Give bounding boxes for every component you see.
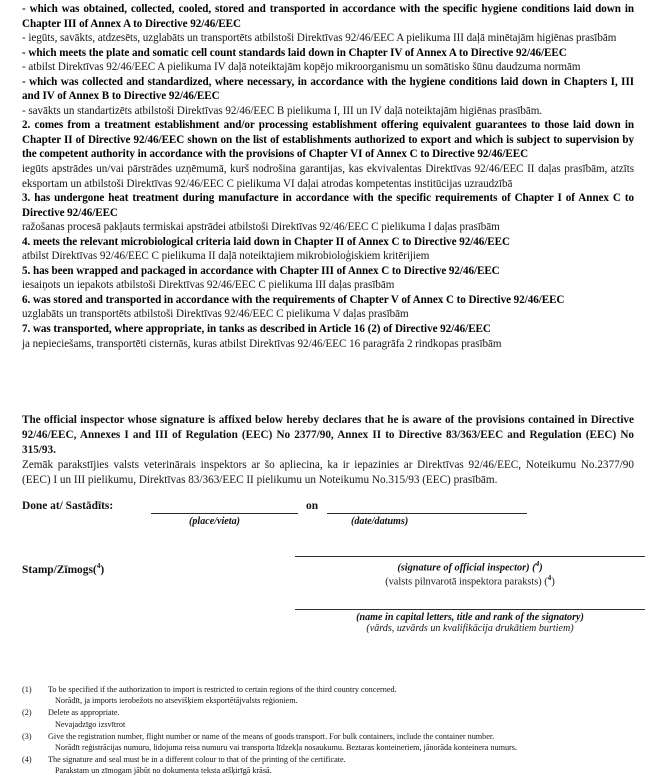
clause-hygiene-obtained-lv: - iegūts, savākts, atdzesēts, uzglabāts un transportēts atbilstoši Direktīvas 92/46/EEC A pielikuma III daļā minētajām higiēnas prasībām [22,32,617,45]
footnote-3-en: Give the registration number, flight number or name of the means of goods transport. For bulk containers, include the container number. [48,731,495,741]
clause-wrapped-packaged-en: 5. has been wrapped and packaged in accordance with Chapter III of Annex C to Directive 92/46/EEC [22,264,500,277]
footnote-4-number: (4) [22,754,32,764]
footnote-1 [22,684,634,707]
stamp-label-text: Stamp/Zīmogs [22,563,93,576]
footnote-4-lv: Parakstam un zīmogam jābūt no dokumenta teksta atšķirīgā krāsā. [55,766,272,776]
signature-footnote-ref-en: 4 [535,559,540,568]
signatory-name-caption-lv: (vārds, uzvārds un kvalifikācija drukātiem burtiem) [366,623,574,634]
signature-caption-lv [295,573,645,587]
clause-microbiological-criteria-lv: atbilst Direktīvas 92/46/EEC C pielikuma II daļā noteiktajiem mikrobioloģiskiem kritērijiem [22,250,430,263]
clause-plate-somatic-cell-count-lv: - atbilst Direktīvas 92/46/EEC A pielikuma IV daļā noteiktajām kopējo mikroorganismu un somātisko šūnu daudzuma normām [22,61,581,74]
signature-caption-lv-text: (valsts pilnvarotā inspektora paraksts) ( [385,576,548,588]
clause-list [22,2,634,351]
footnote-2 [22,707,634,730]
place-caption: (place/vieta) [189,516,241,527]
place-input-line[interactable] [151,513,298,514]
declaration-text-lv: Zemāk parakstījies valsts veterinārais inspektors ar šo apliecina, ka ir iepazinies ar Direktīvas 92/46/EEC, Noteikumu No.2377/90 (EEC) I un III pielikumu, Direktīvas 83/363/EEC II pielikumu un Noteikumu No.315/93 (EEC) prasībām. [22,459,634,486]
footnote-2-number: (2) [22,708,32,718]
signature-footnote-ref-lv: 4 [547,573,552,583]
clause-collected-standardized-en: - which was collected and standardized, where necessary, in accordance with the hygiene conditions laid down in Chapters I, III and IV of Annex B to Directive 92/46/EEC [22,75,634,103]
clause-wrapped-packaged-lv: iesaiņots un iepakots atbilstoši Direktīvas 92/46/EEC C pielikuma III daļas prasībām [22,279,395,292]
footnote-4 [22,754,634,777]
stamp-footnote-ref: 4 [96,561,101,570]
footnote-1-lv: Norādīt, ja imports ierobežots no atsevišķiem eksportētājvalsts reģioniem. [55,696,298,706]
footnotes-list [22,684,634,777]
date-caption: (date/datums) [351,516,409,527]
clause-heat-treatment-lv: ražošanas procesā pakļauts termiskai apstrādei atbilstoši Direktīvas 92/46/EEC C pielikuma I daļas prasībām [22,221,500,234]
footnote-1-en: To be specified if the authorization to import is restricted to certain regions of the third country concerned. [48,685,397,694]
footnote-3-number: (3) [22,731,32,741]
footnote-3-lv: Norādīt reģistrācijas numuru, lidojuma reisa numuru vai transporta līdzekļa nosaukumu. Beztaras konteineriem, jānorāda konteinera numurs. [55,743,517,753]
signature-caption-en [295,559,645,573]
declaration-block [22,413,634,488]
done-at-row [22,500,634,530]
signature-caption-en-close: ) [539,562,543,574]
signature-block [295,556,645,588]
signatory-name-input-line[interactable] [295,609,645,610]
date-input-line[interactable] [327,513,527,514]
clause-collected-standardized-lv: - savākts un standartizēts atbilstoši Direktīvas 92/46/EEC B pielikuma I, III un IV daļā noteiktajām higiēnas prasībām. [22,104,543,117]
clause-heat-treatment-en: 3. has undergone heat treatment during manufacture in accordance with the specific requirements of Chapter I of Annex C to Directive 92/46/EEC [22,192,634,219]
clause-treatment-establishment-en: 2. comes from a treatment establishment and/or processing establishment offering equivalent guarantees to those laid down in Chapter II of Directive 92/46/EEC shown on the list of establishments authorized to export and which is subject to supervision by the competent authority in accordance with the provisions of Chapter VI of Annex C to Directive 92/46/EEC [22,119,634,161]
done-at-label: Done at/ Sastādīts: [22,500,114,512]
signature-caption-en-text: (signature of official inspector) ( [397,562,536,574]
clause-hygiene-obtained-en: - which was obtained, collected, cooled, stored and transported in accordance with the specific hygiene conditions laid down in Chapter III of Annex A to Directive 92/46/EEC [22,3,634,30]
clause-microbiological-criteria-en: 4. meets the relevant microbiological criteria laid down in Chapter II of Annex C to Directive 92/46/EEC [22,235,510,248]
stamp-label: Stamp/Zīmogs($^4$) [22,561,105,576]
signatory-name-caption-en: (name in capital letters, title and rank of the signatory) [356,612,584,623]
footnote-1-number: (1) [22,685,32,694]
clause-plate-somatic-cell-count-en: - which meets the plate and somatic cell count standards laid down in Chapter IV of Annex A to Directive 92/46/EEC [22,46,567,59]
clause-stored-transported-lv: uzglabāts un transportēts atbilstoši Direktīvas 92/46/EEC C pielikuma V daļas prasībām [22,308,409,321]
clause-treatment-establishment-lv: iegūts apstrādes un/vai pārstrādes uzņēmumā, kurš nodrošina garantijas, kas ekvivalentas Direktīvas 92/46/EEC II daļas prasībām, atzīts eksportam un atbilstoši Direktīvas 92/46/EEC C pielikuma VI daļai atrodas kompetentas institūcijas uzraudzībā [22,163,634,190]
footnote-4-en: The signature and seal must be in a different colour to that of the printing of the certificate. [48,754,346,764]
signatory-name-block [295,609,645,634]
clause-transported-in-tanks-lv: ja nepieciešams, transportēti cisternās, kuras atbilst Direktīvas 92/46/EEC 16 paragrāfa 2 rindkopas prasībām [22,337,502,350]
on-label: on [306,500,319,512]
footnote-2-en: Delete as appropriate. [48,708,120,718]
clause-stored-transported-en: 6. was stored and transported in accordance with the requirements of Chapter V of Annex C to Directive 92/46/EEC [22,293,565,306]
clause-transported-in-tanks-en: 7. was transported, where appropriate, in tanks as described in Article 16 (2) of Directive 92/46/EEC [22,323,491,336]
declaration-text-en: The official inspector whose signature is affixed below hereby declares that he is aware of the provisions contained in Directive 92/46/EEC, Annexes I and III of Regulation (EEC) No 2377/90, Annex II to Directive 83/363/EEC and Regulation (EEC) No 315/93. [22,414,634,456]
signature-caption-lv-close: ) [551,576,555,588]
footnote-2-lv: Nevajadzīgo izsvītrot [55,719,126,729]
signature-input-line[interactable] [295,556,645,557]
footnote-3 [22,731,634,754]
